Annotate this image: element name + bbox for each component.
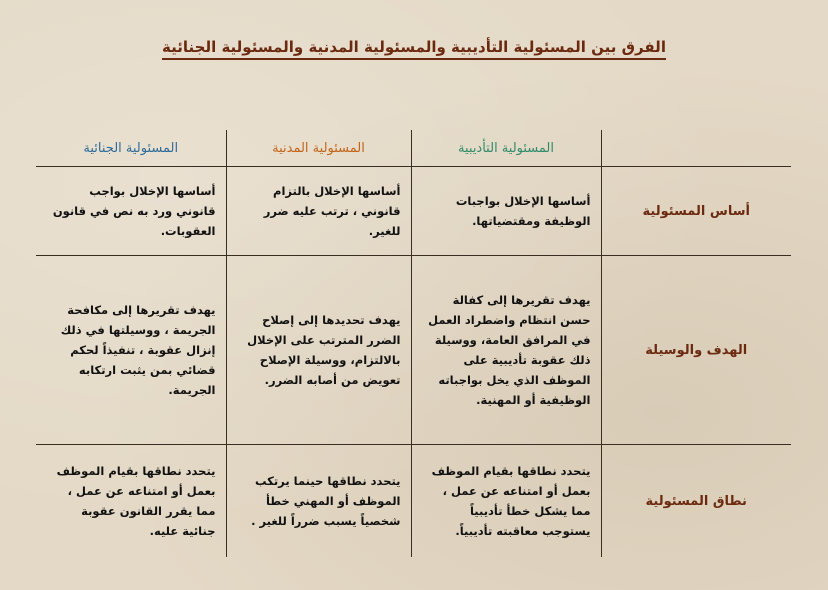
table-cell: أساسها الإخلال بالتزام قانوني ، ترتب عليه ضرر للغير. <box>226 167 411 256</box>
table-row <box>36 445 791 558</box>
column-header-criminal: المسئولية الجنائية <box>36 130 226 167</box>
table-cell: يتحدد نطاقها حينما يرتكب الموظف أو المهني خطأ شخصياً يسبب ضرراً للغير . <box>226 445 411 558</box>
table-cell: يتحدد نطاقها بقيام الموظف بعمل أو امتناعه عن عمل ، مما يشكل خطأ تأديبياً يستوجب معاقبته تأديبياً. <box>411 445 601 558</box>
header-row <box>36 130 791 167</box>
table-cell: يهدف تقريرها إلى مكافحة الجريمة ، ووسيلتها في ذلك إنزال عقوبة ، تنفيذاً لحكم قضائي بمن يثبت ارتكابه الجريمة. <box>36 256 226 445</box>
column-header-disciplinary: المسئولية التأديبية <box>411 130 601 167</box>
table-cell: يتحدد نطاقها بقيام الموظف بعمل أو امتناعه عن عمل ، مما يقرر القانون عقوبة جنائية عليه. <box>36 445 226 558</box>
page-title: الفرق بين المسئولية التأديبية والمسئولية المدنية والمسئولية الجنائية <box>0 38 828 56</box>
table-row <box>36 256 791 445</box>
comparison-table <box>36 130 791 557</box>
table-cell: يهدف تحديدها إلى إصلاح الضرر المترتب على الإخلال بالالتزام، ووسيلة الإصلاح تعويض من أصابه الضرر. <box>226 256 411 445</box>
table-cell: أساسها الإخلال بواجب قانوني ورد به نص في قانون العقوبات. <box>36 167 226 256</box>
corner-cell <box>601 130 791 167</box>
table-row <box>36 167 791 256</box>
row-label: الهدف والوسيلة <box>601 256 791 445</box>
row-label: نطاق المسئولية <box>601 445 791 558</box>
column-header-civil: المسئولية المدنية <box>226 130 411 167</box>
table-cell: أساسها الإخلال بواجبات الوظيفة ومقتضياتها. <box>411 167 601 256</box>
row-label: أساس المسئولية <box>601 167 791 256</box>
table-cell: يهدف تقريرها إلى كفالة حسن انتظام واضطراد العمل في المرافق العامة، ووسيلة ذلك عقوبة تأديبية على الموظف الذي يخل بواجباته الوظيفية أو المهنية. <box>411 256 601 445</box>
